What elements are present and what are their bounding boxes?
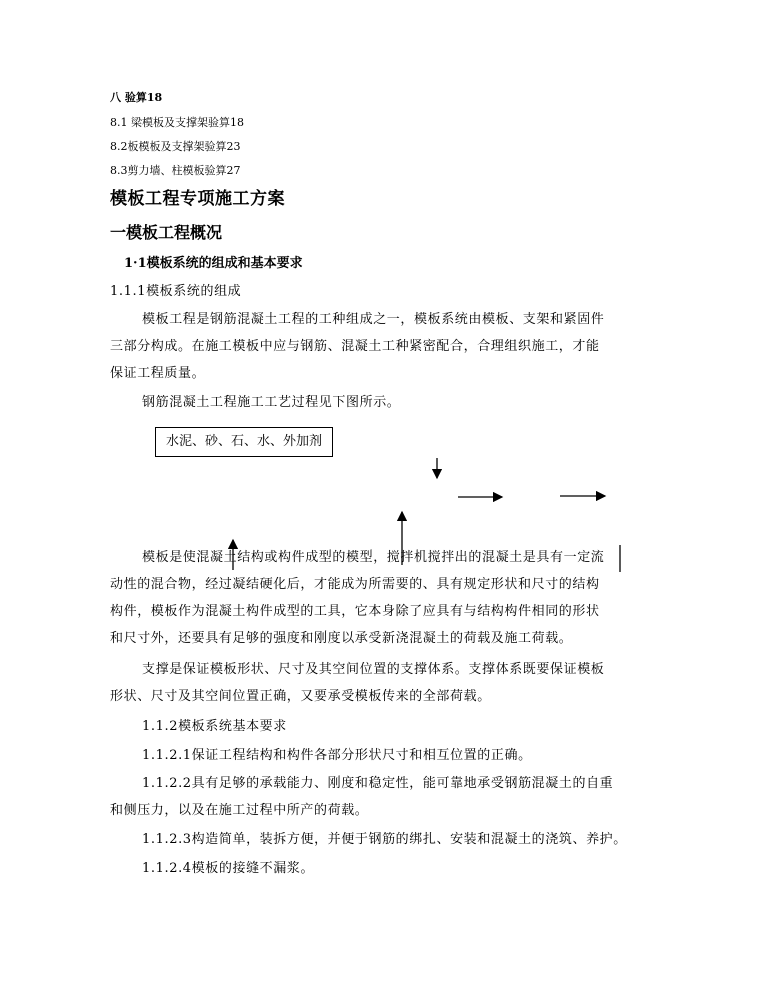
paragraph-line: 钢筋混凝土工程施工工艺过程见下图所示。: [142, 395, 401, 410]
flow-box-materials: 水泥、砂、石、水、外加剂: [155, 427, 333, 457]
section-heading: 一模板工程概况: [110, 223, 223, 242]
toc-item: 8.2板模板及支撑架验算23: [110, 140, 241, 153]
paragraph-line: 三部分构成。在施工模板中应与钢筋、混凝土工种紧密配合，合理组织施工，才能: [110, 339, 600, 354]
clause-heading: 1.1.2模板系统基本要求: [142, 719, 287, 734]
requirement-line: 1.1.2.1保证工程结构和构件各部分形状尺寸和相互位置的正确。: [142, 748, 532, 763]
document-title: 模板工程专项施工方案: [110, 189, 285, 209]
paragraph-line: 保证工程质量。: [110, 366, 206, 381]
paragraph-line: 构件，模板作为混凝土构件成型的工具，它本身除了应具有与结构构件相同的形状: [110, 604, 600, 619]
requirement-line: 和侧压力，以及在施工过程中所产的荷载。: [110, 803, 369, 818]
subsection-heading: 1·1模板系统的组成和基本要求: [124, 256, 303, 271]
paragraph-line: 动性的混合物，经过凝结硬化后，才能成为所需要的、具有规定形状和尺寸的结构: [110, 577, 600, 592]
requirement-line: 1.1.2.4模板的接缝不漏浆。: [142, 861, 315, 876]
toc-heading: 八 验算18: [110, 91, 163, 104]
toc-item: 8.1 梁模板及支撑架验算18: [110, 116, 244, 129]
paragraph-line: 支撑是保证模板形状、尺寸及其空间位置的支撑体系。支撑体系既要保证模板: [142, 662, 605, 677]
paragraph-line: 和尺寸外，还要具有足够的强度和刚度以承受新浇混凝土的荷载及施工荷载。: [110, 631, 573, 646]
paragraph-line: 模板工程是钢筋混凝土工程的工种组成之一，模板系统由模板、支架和紧固件: [142, 312, 605, 327]
requirement-line: 1.1.2.2具有足够的承载能力、刚度和稳定性，能可靠地承受钢筋混凝土的自重: [142, 776, 614, 791]
paragraph-line: 模板是使混凝土结构或构件成型的模型，搅拌机搅拌出的混凝土是具有一定流: [142, 550, 605, 565]
paragraph-line: 形状、尺寸及其空间位置正确，又要承受模板传来的全部荷载。: [110, 689, 491, 704]
toc-item: 8.3剪力墙、柱模板验算27: [110, 164, 241, 177]
clause-heading: 1.1.1模板系统的组成: [110, 284, 242, 299]
requirement-line: 1.1.2.3构造简单，装拆方便，并便于钢筋的绑扎、安装和混凝土的浇筑、养护。: [142, 832, 627, 847]
